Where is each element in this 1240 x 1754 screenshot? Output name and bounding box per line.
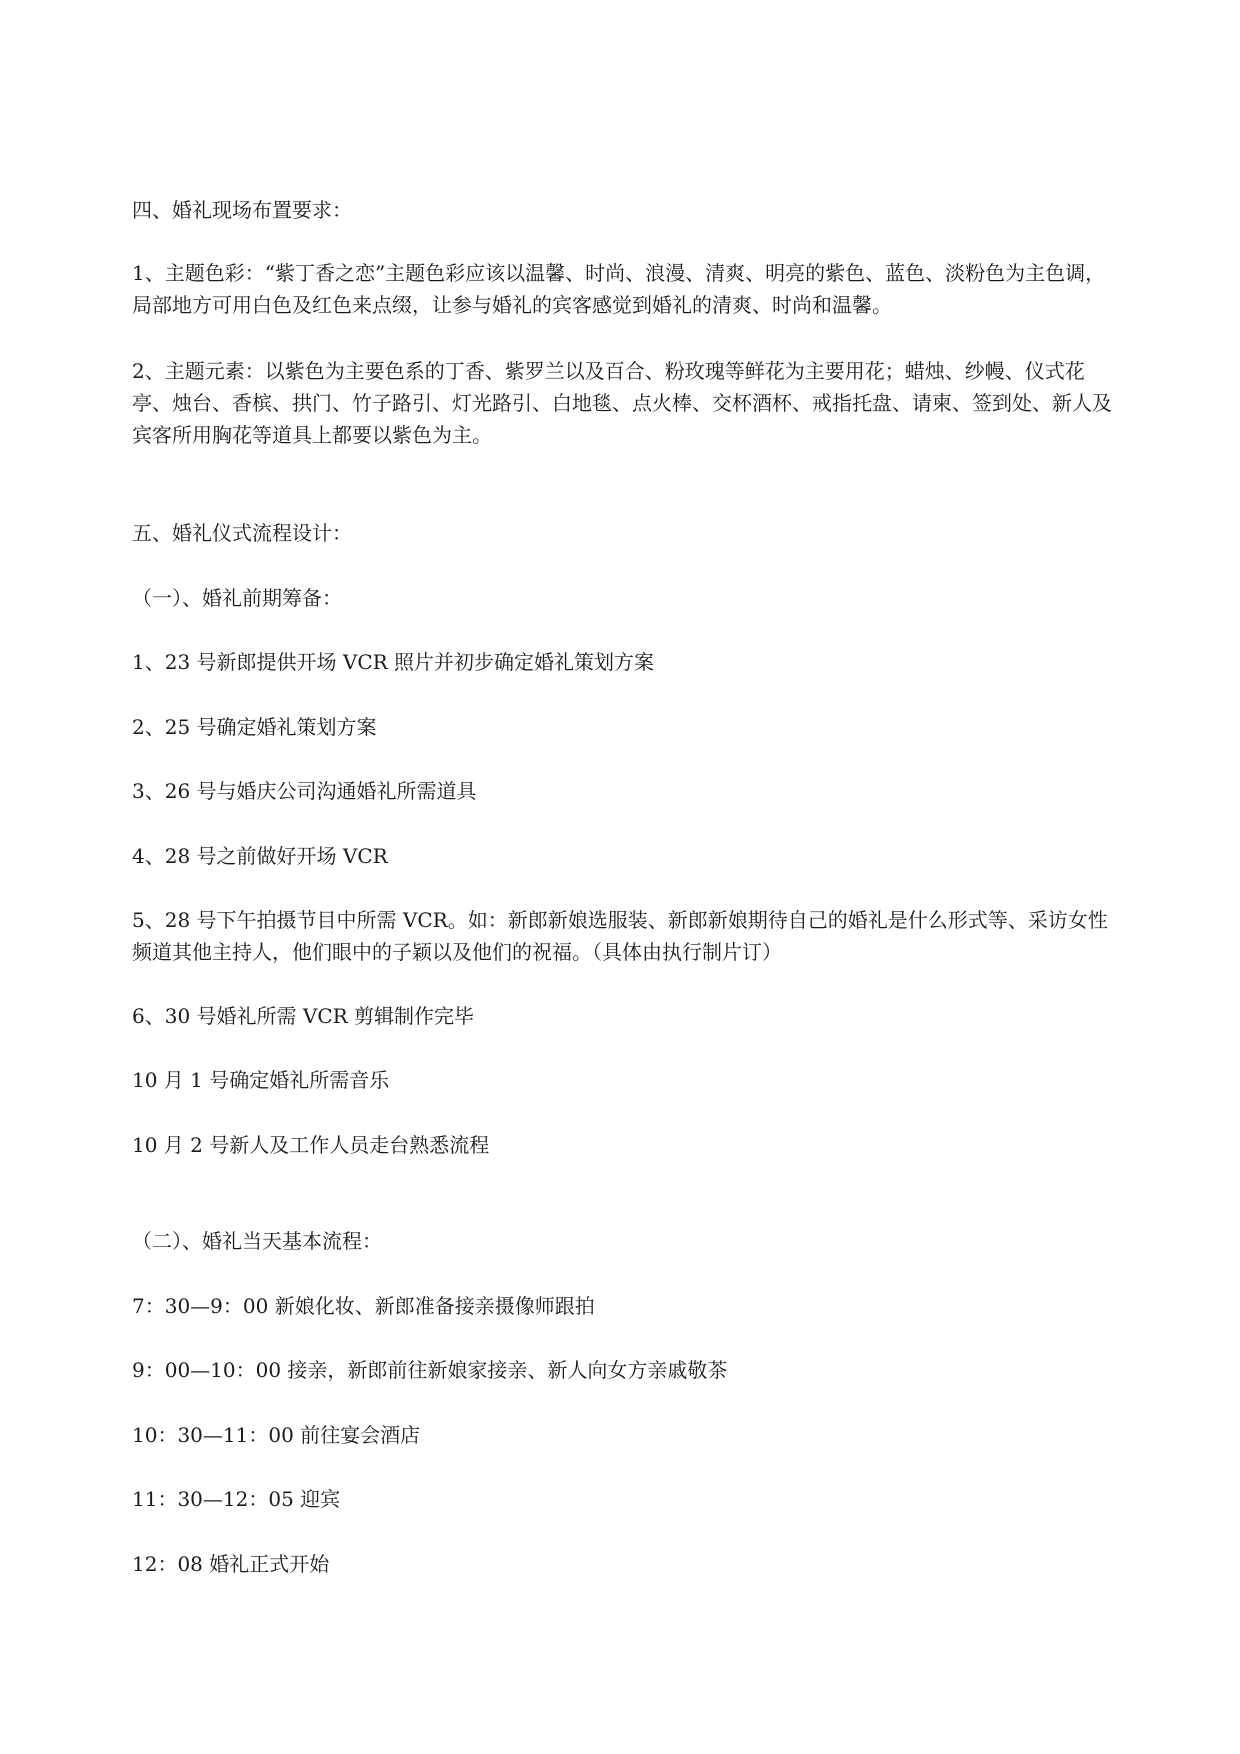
section-4-item-1: 1、主题色彩：“紫丁香之恋”主题色彩应该以温馨、时尚、浪漫、清爽、明亮的紫色、蓝色、淡粉色为主色调，局部地方可用白色及红色来点缀，让参与婚礼的宾客感觉到婚礼的清爽、时尚和温馨。 xyxy=(132,261,1106,317)
prep-item-6: 6、30 号婚礼所需 VCR 剪辑制作完毕 xyxy=(132,1004,475,1028)
schedule-item-5: 12：08 婚礼正式开始 xyxy=(132,1552,330,1576)
schedule-item-4: 11：30—12：05 迎宾 xyxy=(132,1487,341,1511)
schedule-item-1: 7：30—9：00 新娘化妆、新郎准备接亲摄像师跟拍 xyxy=(132,1294,595,1318)
prep-item-5: 5、28 号下午拍摄节目中所需 VCR。如：新郎新娘选服装、新郎新娘期待自己的婚礼是什么形式等、采访女性频道其他主持人，他们眼中的子颖以及他们的祝福。（具体由执行制片订） xyxy=(132,908,1108,964)
prep-item-8: 10 月 2 号新人及工作人员走台熟悉流程 xyxy=(132,1133,490,1157)
section-5-heading: 五、婚礼仪式流程设计： xyxy=(132,521,352,545)
prep-item-3: 3、26 号与婚庆公司沟通婚礼所需道具 xyxy=(132,779,477,803)
part-2-heading: （二）、婚礼当天基本流程： xyxy=(132,1229,382,1253)
prep-item-1: 1、23 号新郎提供开场 VCR 照片并初步确定婚礼策划方案 xyxy=(132,650,655,674)
prep-item-4: 4、28 号之前做好开场 VCR xyxy=(132,844,388,868)
section-4-heading: 四、婚礼现场布置要求： xyxy=(132,198,352,222)
section-4-item-2: 2、主题元素：以紫色为主要色系的丁香、紫罗兰以及百合、粉玫瑰等鲜花为主要用花；蜡烛、纱幔、仪式花亭、烛台、香槟、拱门、竹子路引、灯光路引、白地毯、点火棒、交杯酒杯、戒指托盘、请柬、签到处、新人及宾客所用胸花等道具上都要以紫色为主。 xyxy=(132,359,1112,447)
prep-item-2: 2、25 号确定婚礼策划方案 xyxy=(132,715,377,739)
schedule-item-3: 10：30—11：00 前往宴会酒店 xyxy=(132,1423,421,1447)
prep-item-7: 10 月 1 号确定婚礼所需音乐 xyxy=(132,1068,390,1092)
part-1-heading: （一）、婚礼前期筹备： xyxy=(132,586,342,610)
schedule-item-2: 9：00—10：00 接亲，新郎前往新娘家接亲、新人向女方亲戚敬茶 xyxy=(132,1358,728,1382)
